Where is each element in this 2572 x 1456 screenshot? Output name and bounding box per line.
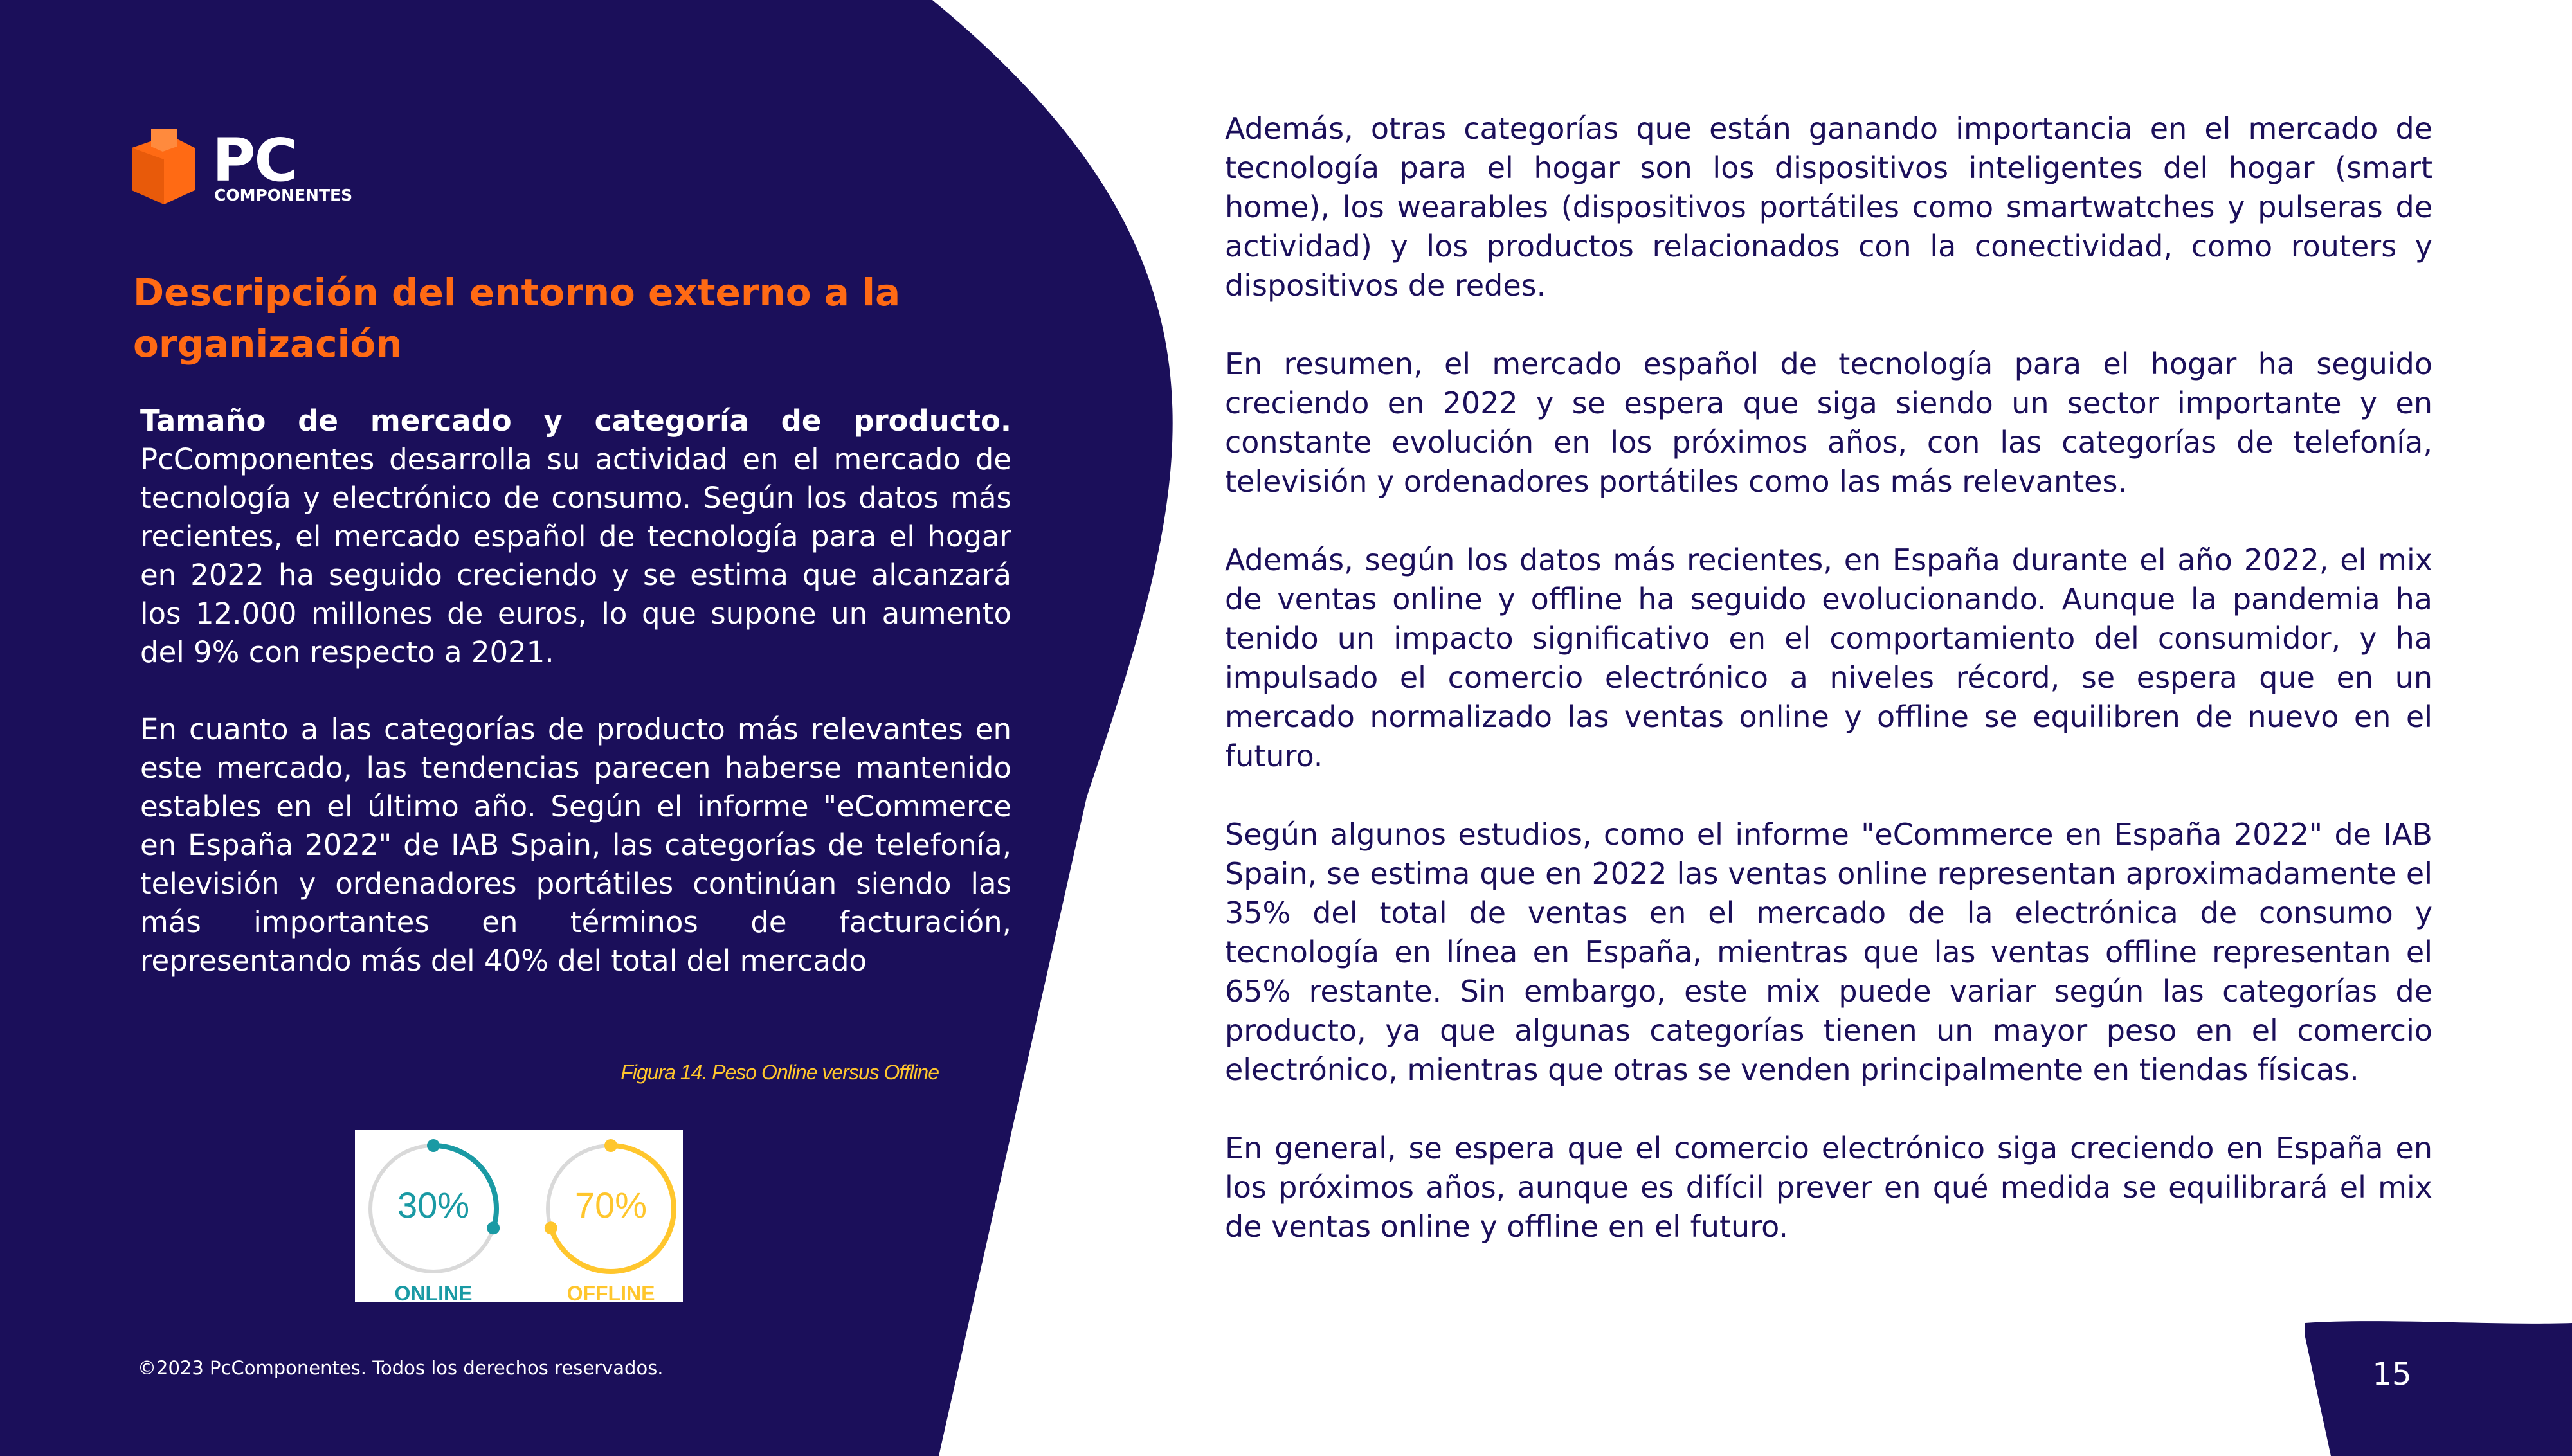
right-paragraph-4: Según algunos estudios, como el informe "eCommerce en España 2022" de IAB Spain, se estima que en 2022 las ventas online representan aproximadamente el 35% del total de ventas en el mercado de la electrónica de consumo y tecnología en línea en España, mientras que las ventas offline representan el 65% restante. Sin embargo, este mix puede variar según las categorías de producto, ya que algunas categorías tienen un mayor peso en el comercio electrónico, mientras que otras se venden principalmente en tiendas físicas. bbox=[1225, 817, 2432, 1087]
right-paragraph-2: En resumen, el mercado español de tecnología para el hogar ha seguido creciendo en 2022 y se espera que siga siendo un sector importante y en constante evolución en los próximos años, con las categorías de telefonía, televisión y ordenadores portátiles como las más relevantes. bbox=[1225, 346, 2432, 499]
logo-subtext: COMPONENTES bbox=[214, 186, 353, 204]
logo-wordmark: PC bbox=[212, 126, 296, 195]
left-paragraph-2: En cuanto a las categorías de producto más relevantes en este mercado, las tendencias parecen haberse mantenido estables en el último año. Según el informe "eCommerce en España 2022" de IAB Spain, las categorías de telefonía, televisión y ordenadores portátiles continúan siendo las más importantes en términos de facturación, representando más del 40% del total del mercado bbox=[140, 712, 1011, 978]
left-column-text bbox=[140, 402, 1011, 1019]
online-offline-figure bbox=[355, 1130, 683, 1305]
gauge-offline-start-dot bbox=[604, 1139, 617, 1152]
gauge-offline-label: OFFLINE bbox=[566, 1282, 655, 1305]
left-paragraph-1 bbox=[140, 402, 1011, 672]
gauge-online bbox=[363, 1138, 504, 1305]
gauge-offline bbox=[540, 1138, 682, 1305]
left-paragraph-1-rest: PcComponentes desarrolla su actividad en el mercado de tecnología y electrónico de consumo. Según los datos más recientes, el mercado español de tecnología para el hogar en 2022 ha seguido creciendo y se estima que alcanzará los 12.000 millones de euros, lo que supone un aumento del 9% con respecto a 2021. bbox=[140, 442, 1011, 669]
gauge-online-start-dot bbox=[427, 1139, 440, 1152]
right-column-text bbox=[1225, 109, 2432, 1286]
right-paragraph-5: En general, se espera que el comercio electrónico siga creciendo en España en los próximos años, aunque es difícil prever en qué medida se equilibrará el mix de ventas online y offline en el futuro. bbox=[1225, 1131, 2432, 1244]
figure-caption: Figura 14. Peso Online versus Offline bbox=[620, 1061, 939, 1084]
gauge-offline-value: 70% bbox=[574, 1185, 648, 1225]
page-number-tab bbox=[2305, 1321, 2572, 1456]
gauge-online-label: ONLINE bbox=[394, 1282, 473, 1305]
right-paragraph-3: Además, según los datos más recientes, en España durante el año 2022, el mix de ventas online y offline ha seguido evolucionando. Aunque la pandemia ha tenido un impacto significativo en el comportamiento del consumidor, y ha impulsado el comercio electrónico a niveles récord, se espera que en un mercado normalizado las ventas online y offline se equilibren de nuevo en el futuro. bbox=[1225, 543, 2432, 773]
lead-bold: Tamaño de mercado y categoría de producto. bbox=[140, 404, 1011, 438]
section-title: Descripción del entorno externo a la organización bbox=[133, 271, 901, 366]
gauge-online-value: 30% bbox=[397, 1185, 470, 1225]
page-number: 15 bbox=[2372, 1356, 2412, 1392]
right-paragraph-1: Además, otras categorías que están ganando importancia en el mercado de tecnología para el hogar son los dispositivos inteligentes del hogar (smart home), los wearables (dispositivos portátiles como smartwatches y pulseras de actividad) y los productos relacionados con la conectividad, como routers y dispositivos de redes. bbox=[1225, 111, 2432, 303]
footer-copyright: ©2023 PcComponentes. Todos los derechos reservados. bbox=[138, 1357, 664, 1379]
